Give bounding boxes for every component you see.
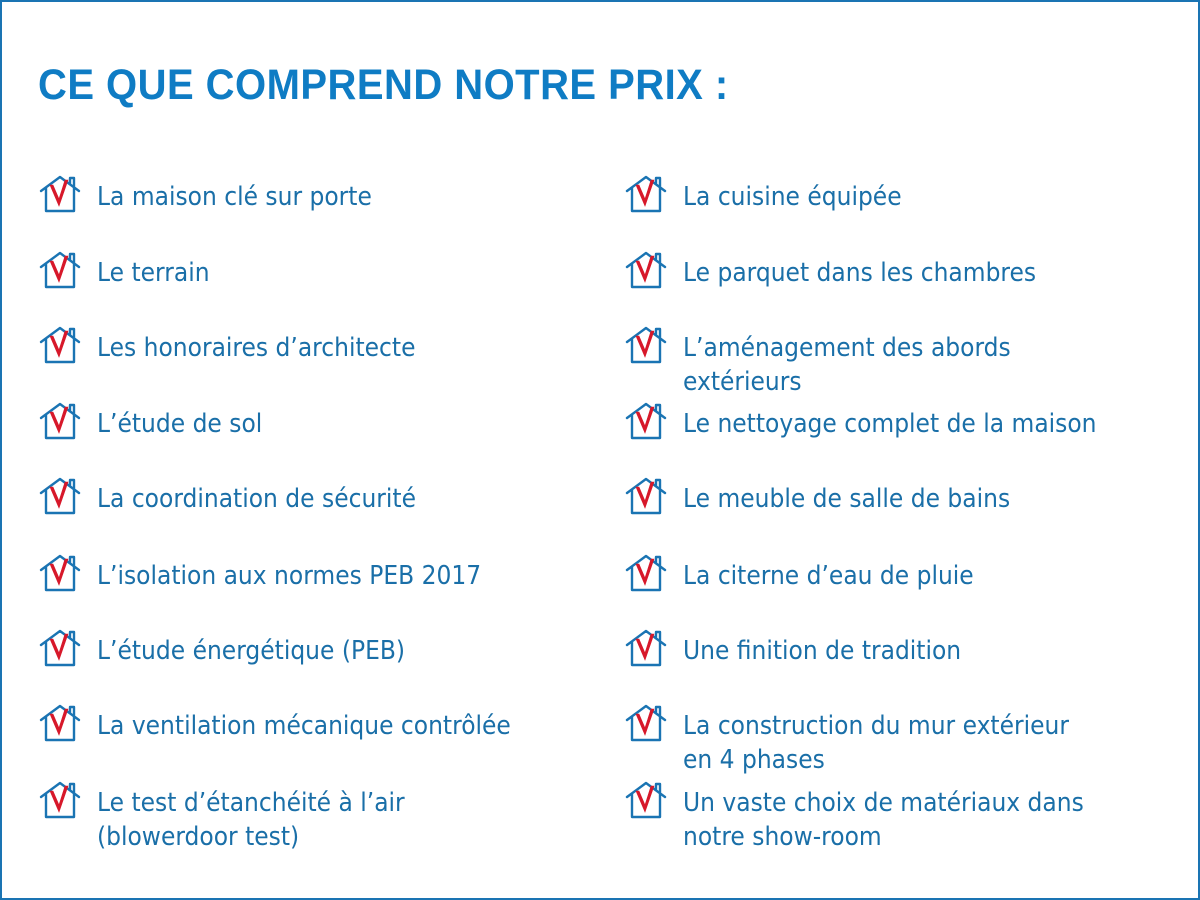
list-item: [38, 709, 598, 769]
list-item-label: Le meuble de salle de bains: [683, 484, 1011, 514]
list-item: [38, 331, 598, 391]
house-check-icon: [38, 553, 82, 593]
list-item: [38, 559, 598, 619]
house-check-icon: [624, 325, 668, 365]
list-item: [624, 634, 1184, 694]
list-item: [38, 256, 598, 316]
house-check-icon: [38, 250, 82, 290]
list-item: [38, 407, 598, 467]
list-item: [624, 331, 1184, 397]
list-item-label: La ventilation mécanique contrôlée: [97, 711, 511, 741]
list-item: [624, 482, 1184, 542]
list-item: [38, 786, 598, 852]
list-item-label: L’étude de sol: [97, 409, 263, 439]
list-item-label: Un vaste choix de matériaux dans notre show-room: [683, 788, 1084, 852]
house-check-icon: [38, 628, 82, 668]
list-item-label: L’étude énergétique (PEB): [97, 636, 406, 666]
list-item: [624, 709, 1184, 775]
house-check-icon: [624, 780, 668, 820]
house-check-icon: [38, 401, 82, 441]
list-item-label: L’aménagement des abords extérieurs: [683, 333, 1011, 397]
house-check-icon: [624, 703, 668, 743]
house-check-icon: [38, 703, 82, 743]
list-item: [624, 786, 1184, 852]
list-item: [624, 180, 1184, 240]
list-item-label: L’isolation aux normes PEB 2017: [97, 561, 482, 591]
house-check-icon: [624, 476, 668, 516]
list-item-label: Le terrain: [97, 258, 210, 288]
list-item: [38, 180, 598, 240]
list-item-label: Le test d’étanchéité à l’air (blowerdoor test): [97, 788, 405, 852]
list-item-label: La maison clé sur porte: [97, 182, 372, 212]
list-item: [624, 256, 1184, 316]
list-item-label: Les honoraires d’architecte: [97, 333, 416, 363]
house-check-icon: [624, 250, 668, 290]
house-check-icon: [624, 401, 668, 441]
list-item-label: Une finition de tradition: [683, 636, 962, 666]
list-item-label: Le nettoyage complet de la maison: [683, 409, 1097, 439]
list-item-label: La construction du mur extérieur en 4 phases: [683, 711, 1069, 775]
house-check-icon: [624, 553, 668, 593]
list-item-label: Le parquet dans les chambres: [683, 258, 1037, 288]
house-check-icon: [38, 780, 82, 820]
list-item: [38, 634, 598, 694]
house-check-icon: [38, 476, 82, 516]
house-check-icon: [38, 325, 82, 365]
house-check-icon: [38, 174, 82, 214]
page-title: CE QUE COMPREND NOTRE PRIX :: [38, 61, 729, 109]
list-item: [624, 407, 1184, 467]
list-item-label: La cuisine équipée: [683, 182, 902, 212]
house-check-icon: [624, 628, 668, 668]
list-item-label: La coordination de sécurité: [97, 484, 416, 514]
list-item: [38, 482, 598, 542]
list-item: [624, 559, 1184, 619]
list-item-label: La citerne d’eau de pluie: [683, 561, 974, 591]
house-check-icon: [624, 174, 668, 214]
